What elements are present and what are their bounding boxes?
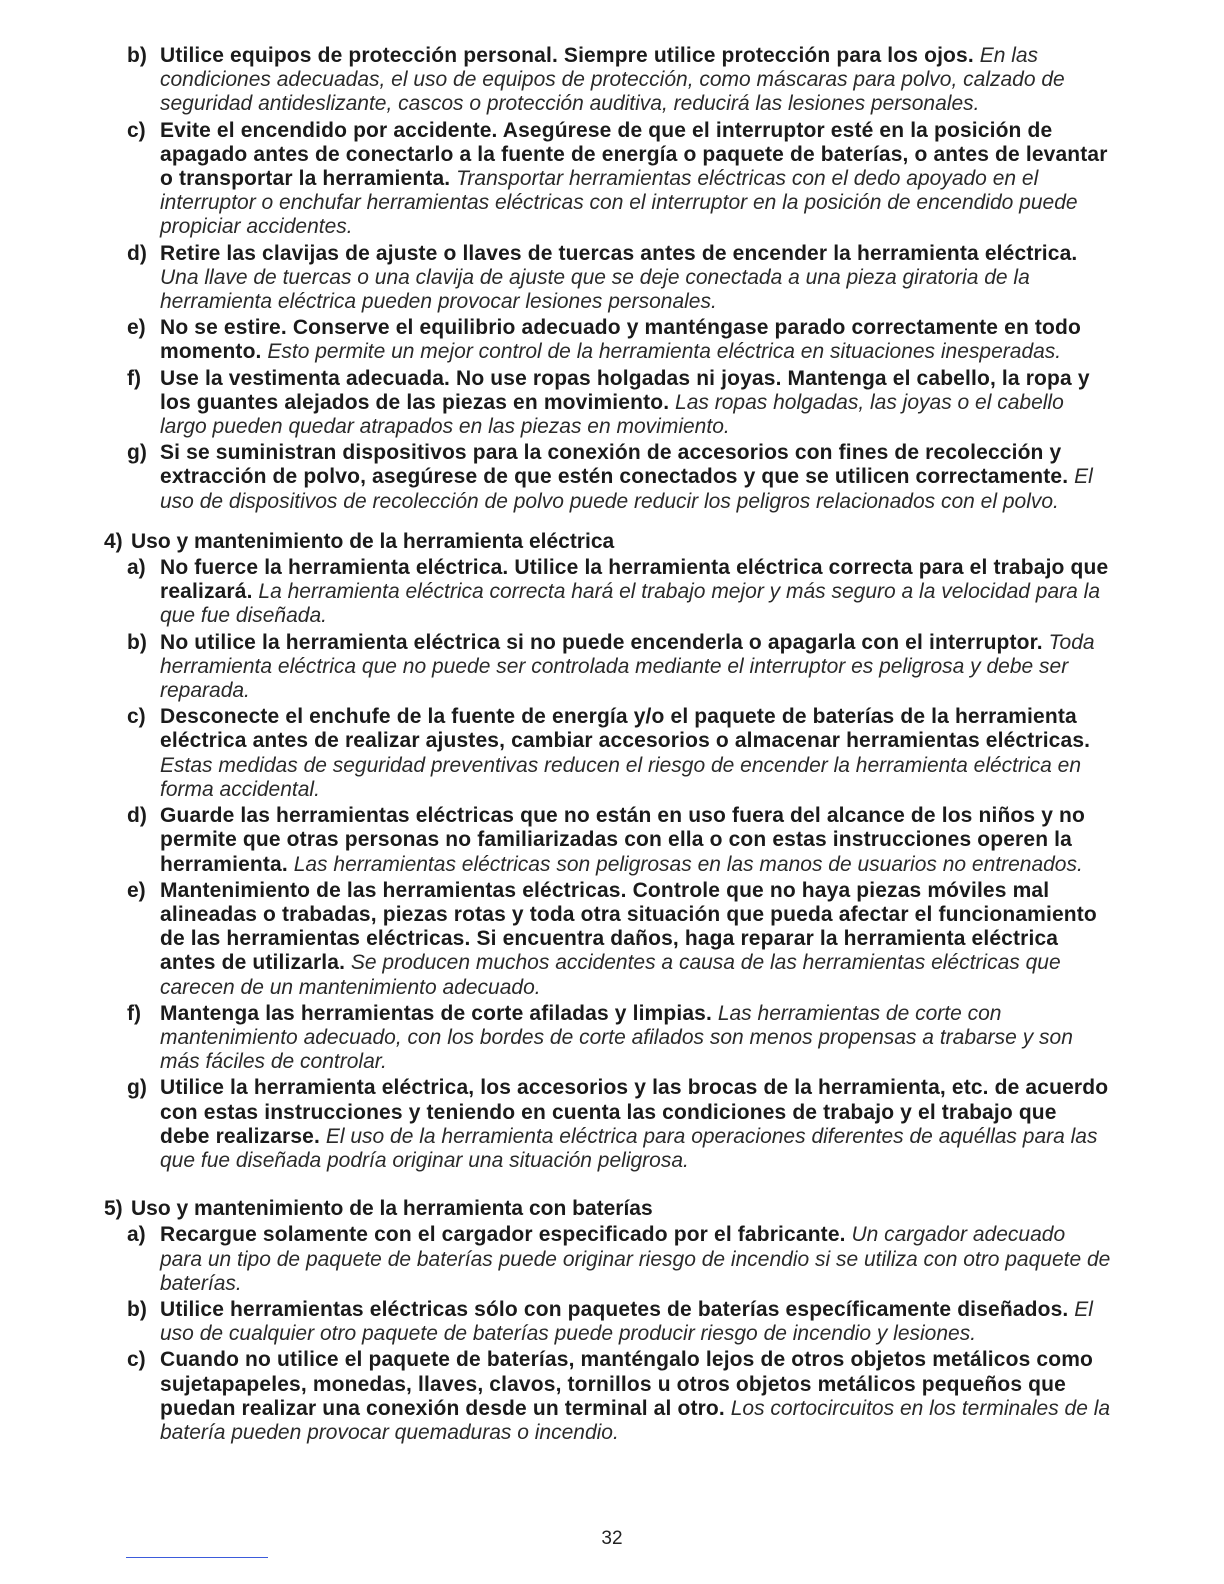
section-heading-battery-tool-use [0, 1197, 1224, 1221]
item-explanation: Los cortocircuitos en los terminales de la batería pueden provocar quemaduras o incendio. [160, 1396, 1111, 1444]
item-marker: c) [127, 118, 146, 142]
item-explanation: Transportar herramientas eléctricas con el dedo apoyado en el interruptor o enchufar herramientas eléctricas con el interruptor en la posición de encendido puede propiciar accidentes. [160, 167, 1078, 239]
section-title: Uso y mantenimiento de la herramienta eléctrica [131, 529, 615, 553]
power-tool-use-list [0, 556, 1224, 1173]
list-item [0, 1298, 1224, 1346]
list-item [0, 242, 1224, 315]
list-item [0, 1348, 1224, 1445]
item-marker: f) [127, 366, 141, 390]
item-instruction: No fuerce la herramienta eléctrica. Utilice la herramienta eléctrica correcta para el trabajo que realizará. [160, 556, 1109, 604]
item-instruction: Recargue solamente con el cargador especificado por el fabricante. [160, 1223, 846, 1247]
item-marker: d) [127, 241, 147, 265]
page-number: 32 [601, 1528, 623, 1549]
item-instruction: Desconecte el enchufe de la fuente de energía y/o el paquete de baterías de la herramienta eléctrica antes de realizar ajustes, cambiar accesorios o almacenar herramientas eléctricas. [160, 705, 1091, 753]
item-instruction: Retire las clavijas de ajuste o llaves de tuercas antes de encender la herramienta eléctrica. [160, 241, 1078, 265]
item-marker: e) [127, 878, 146, 902]
item-marker: d) [127, 804, 147, 828]
footer-divider [126, 1557, 268, 1558]
list-item [0, 1076, 1224, 1173]
item-instruction: Si se suministran dispositivos para la conexión de accesorios con fines de recolección y extracción de polvo, asegúrese de que estén conectados y que se utilicen correctamente. [160, 441, 1069, 489]
item-marker: c) [127, 1348, 146, 1372]
item-marker: b) [127, 1297, 147, 1321]
item-explanation: Toda herramienta eléctrica que no puede ser controlada mediante el interruptor es peligrosa y debe ser reparada. [160, 630, 1095, 703]
item-explanation: El uso de cualquier otro paquete de baterías puede producir riesgo de incendio y lesiones. [160, 1297, 1093, 1346]
list-item [0, 119, 1224, 240]
section-number: 4) [104, 529, 123, 553]
item-instruction: No utilice la herramienta eléctrica si no puede encenderla o apagarla con el interruptor. [160, 630, 1043, 654]
item-explanation: El uso de la herramienta eléctrica para operaciones diferentes de aquéllas para las que fue diseñada podría originar una situación peligrosa. [160, 1124, 1098, 1172]
list-item [0, 1002, 1224, 1075]
item-marker: b) [127, 630, 147, 654]
item-instruction: Mantenga las herramientas de corte afiladas y limpias. [160, 1001, 712, 1025]
item-instruction: Guarde las herramientas eléctricas que no están en uso fuera del alcance de los niños y no permite que otras personas no familiarizadas con ella o con estas instrucciones operen la herramienta. [160, 804, 1085, 876]
item-marker: b) [127, 44, 147, 67]
personal-safety-list [0, 44, 1224, 514]
item-explanation: Esto permite un mejor control de la herramienta eléctrica en situaciones inesperadas. [267, 340, 1062, 364]
item-marker: e) [127, 316, 146, 340]
list-item [0, 879, 1224, 1000]
list-item [0, 705, 1224, 802]
list-item [0, 441, 1224, 514]
item-instruction: Utilice equipos de protección personal. Siempre utilice protección para los ojos. [160, 44, 974, 67]
item-instruction: Cuando no utilice el paquete de baterías, manténgalo lejos de otros objetos metálicos como sujetapapeles, monedas, llaves, clavos, tornillos u otros objetos metálicos pequeños que puedan realizar una conexión desde un terminal al otro. [160, 1348, 1094, 1420]
item-explanation: El uso de dispositivos de recolección de polvo puede reducir los peligros relacionados con el polvo. [160, 465, 1093, 513]
item-instruction: Evite el encendido por accidente. Asegúrese de que el interruptor esté en la posición de apagado antes de conectarlo a la fuente de energía o paquete de baterías, o antes de levantar o transportar la herramienta. [160, 118, 1108, 191]
item-instruction: Utilice herramientas eléctricas sólo con paquetes de baterías específicamente diseñados. [160, 1297, 1069, 1321]
item-instruction: Use la vestimenta adecuada. No use ropas holgadas ni joyas. Mantenga el cabello, la ropa y los guantes alejados de las piezas en movimiento. [160, 366, 1090, 414]
list-item [0, 631, 1224, 704]
manual-page [0, 44, 1224, 1447]
item-marker: g) [127, 1076, 147, 1100]
item-marker: g) [127, 441, 147, 465]
list-item [0, 556, 1224, 629]
list-item [0, 804, 1224, 877]
item-explanation: La herramienta eléctrica correcta hará el trabajo mejor y más seguro a la velocidad para la que fue diseñada. [160, 580, 1101, 628]
list-item [0, 316, 1224, 364]
battery-tool-use-list [0, 1223, 1224, 1445]
item-marker: c) [127, 705, 146, 729]
item-explanation: Se producen muchos accidentes a causa de las herramientas eléctricas que carecen de un mantenimiento adecuado. [160, 951, 1061, 999]
item-marker: a) [127, 556, 146, 580]
item-marker: a) [127, 1223, 146, 1247]
item-explanation: Un cargador adecuado para un tipo de paquete de baterías puede originar riesgo de incendio si se utiliza con otro paquete de baterías. [160, 1223, 1111, 1295]
item-instruction: Utilice la herramienta eléctrica, los accesorios y las brocas de la herramienta, etc. de acuerdo con estas instrucciones y teniendo en cuenta las condiciones de trabajo y el trabajo que debe realizarse. [160, 1076, 1109, 1148]
section-number: 5) [104, 1197, 123, 1221]
item-explanation: Las ropas holgadas, las joyas o el cabello largo pueden quedar atrapados en las piezas en movimiento. [160, 390, 1064, 439]
item-explanation: Estas medidas de seguridad preventivas reducen el riesgo de encender la herramienta eléctrica en forma accidental. [160, 753, 1082, 801]
item-instruction: Mantenimiento de las herramientas eléctricas. Controle que no haya piezas móviles mal alineadas o trabadas, piezas rotas y toda otra situación que pueda afectar el funcionamiento de las herramientas eléctricas. Si encuentra daños, haga reparar la herramienta eléctrica antes de utilizarla. [160, 878, 1097, 975]
list-item [0, 44, 1224, 117]
item-marker: f) [127, 1001, 141, 1025]
item-explanation: En las condiciones adecuadas, el uso de equipos de protección, como máscaras para polvo, calzado de seguridad antideslizante, cascos o protección auditiva, reducirá las lesiones personales. [160, 44, 1065, 116]
section-title: Uso y mantenimiento de la herramienta con baterías [131, 1197, 653, 1221]
item-instruction: No se estire. Conserve el equilibrio adecuado y manténgase parado correctamente en todo momento. [160, 316, 1081, 364]
list-item [0, 367, 1224, 440]
item-explanation: Las herramientas eléctricas son peligrosas en las manos de usuarios no entrenados. [293, 852, 1083, 876]
item-explanation: Las herramientas de corte con mantenimiento adecuado, con los bordes de corte afilados son menos propensas a trabarse y son más fáciles de controlar. [160, 1001, 1073, 1074]
item-explanation: Una llave de tuercas o una clavija de ajuste que se deje conectada a una pieza giratoria de la herramienta eléctrica pueden provocar lesiones personales. [160, 265, 1030, 314]
section-heading-power-tool-use [0, 530, 1224, 554]
list-item [0, 1223, 1224, 1296]
